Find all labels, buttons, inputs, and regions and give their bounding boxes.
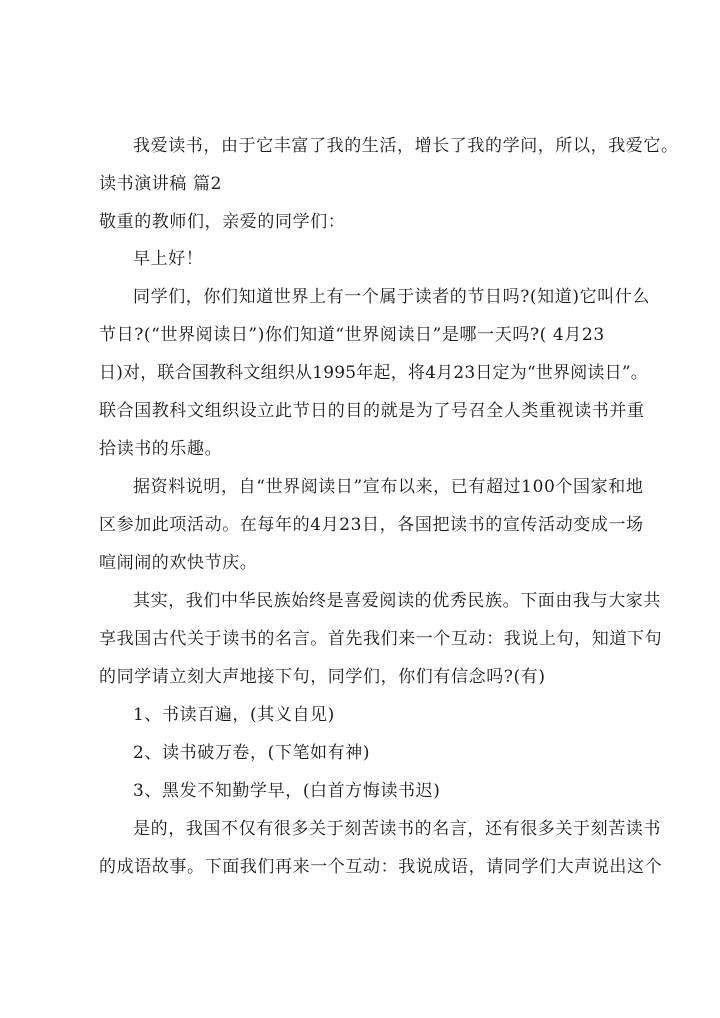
paragraph-line: 据资料说明，自“世界阅读日”宣布以来，已有超过100个国家和地	[133, 477, 644, 497]
paragraph-line: 区参加此项活动。在每年的4月23日，各国把读书的宣传活动变成一场	[99, 515, 644, 535]
list-item: 1、书读百遍，(其义自见)	[133, 705, 335, 725]
paragraph-line: 日)对，联合国教科文组织从1995年起，将4月23日定为“世界阅读日”。	[99, 363, 648, 383]
paragraph-line: 我爱读书，由于它丰富了我的生活，增长了我的学问，所以，我爱它。	[133, 136, 679, 156]
paragraph-line: 的同学请立刻大声地接下句，同学们，你们有信念吗?(有)	[99, 667, 546, 687]
paragraph-line: 喧闹闹的欢快节庆。	[99, 553, 258, 573]
paragraph-line: 其实，我们中华民族始终是喜爱阅读的优秀民族。下面由我与大家共	[133, 591, 661, 611]
paragraph-line: 的成语故事。下面我们再来一个互动：我说成语，请同学们大声说出这个	[99, 857, 663, 877]
greeting: 早上好！	[133, 249, 204, 269]
paragraph-line: 同学们，你们知道世界上有一个属于读者的节日吗?(知道)它叫什么	[133, 287, 650, 307]
list-item: 2、读书破万卷，(下笔如有神)	[133, 743, 371, 763]
section-heading: 读书演讲稿 篇2	[99, 174, 223, 194]
paragraph-line: 节日?(“世界阅读日”)你们知道“世界阅读日”是哪一天吗?( 4月23	[99, 325, 605, 345]
list-item: 3、黑发不知勤学早，(白首方悔读书迟)	[133, 781, 441, 801]
paragraph-line: 联合国教科文组织设立此节日的目的就是为了号召全人类重视读书并重	[99, 401, 645, 421]
salutation: 敬重的教师们，亲爱的同学们：	[99, 212, 346, 232]
paragraph-line: 是的，我国不仅有很多关于刻苦读书的名言，还有很多关于刻苦读书	[133, 819, 661, 839]
paragraph-line: 拾读书的乐趣。	[99, 439, 223, 459]
paragraph-line: 享我国古代关于读书的名言。首先我们来一个互动：我说上句，知道下句	[99, 629, 663, 649]
